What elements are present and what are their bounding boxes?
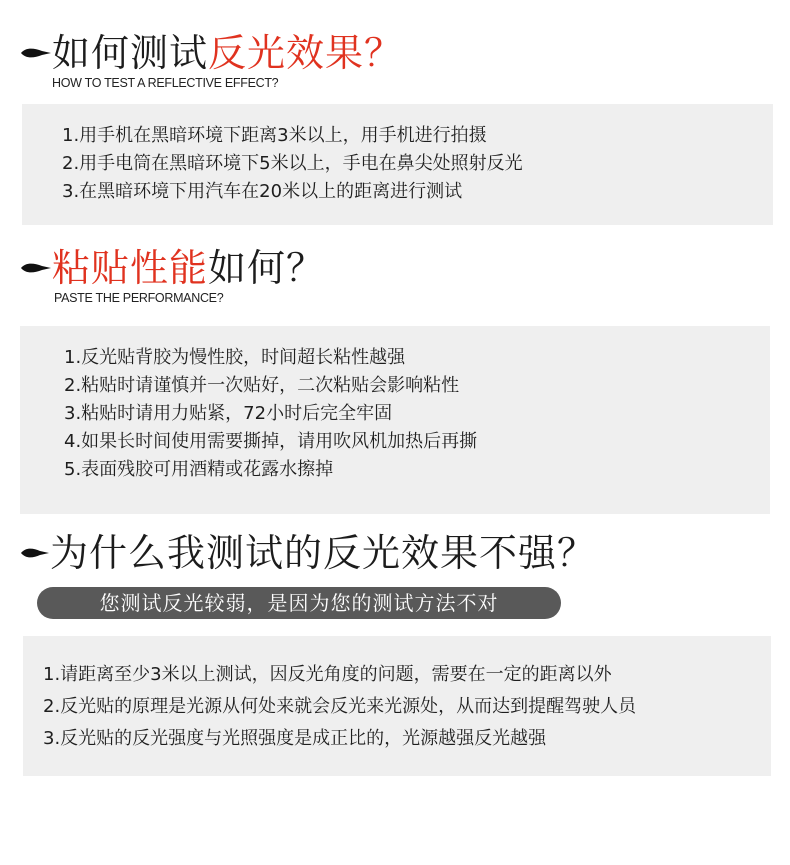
list-item: 1.请距离至少3米以上测试，因反光角度的问题，需要在一定的距离以外 <box>43 664 612 685</box>
list-item: 5.表面残胶可用酒精或花露水擦掉 <box>64 459 334 480</box>
brush-stroke-icon <box>20 260 52 276</box>
list-item: 2.反光贴的原理是光源从何处来就会反光来光源处，从而达到提醒驾驶人员 <box>43 696 637 717</box>
brush-stroke-icon <box>20 545 50 561</box>
section2-title: 粘贴性能如何？ <box>52 246 326 290</box>
section1-panel <box>22 104 773 225</box>
list-item: 2.用手电筒在黑暗环境下5米以上，手电在鼻尖处照射反光 <box>62 153 523 174</box>
section1-title: 如何测试反光效果？ <box>52 31 404 75</box>
section1-heading <box>20 31 403 75</box>
list-item: 2.粘贴时请谨慎并一次贴好，二次粘贴会影响粘性 <box>64 375 460 396</box>
list-item: 3.粘贴时请用力贴紧，72小时后完全牢固 <box>64 403 393 424</box>
section2-subtitle: PASTE THE PERFORMANCE? <box>54 291 224 305</box>
list-item: 3.在黑暗环境下用汽车在20米以上的距离进行测试 <box>62 181 463 202</box>
list-item: 4.如果长时间使用需要撕掉，请用吹风机加热后再撕 <box>64 431 478 452</box>
section3-heading <box>20 531 596 575</box>
brush-stroke-icon <box>20 45 52 61</box>
section3-pill-banner: 您测试反光较弱，是因为您的测试方法不对 <box>37 587 561 619</box>
section2-panel <box>20 326 770 514</box>
section3-title: 为什么我测试的反光效果不强？ <box>50 531 597 575</box>
section3-panel <box>23 636 771 776</box>
list-item: 1.反光贴背胶为慢性胶，时间超长粘性越强 <box>64 347 406 368</box>
list-item: 3.反光贴的反光强度与光照强度是成正比的，光源越强反光越强 <box>43 728 547 749</box>
section1-subtitle: HOW TO TEST A REFLECTIVE EFFECT? <box>52 76 279 90</box>
list-item: 1.用手机在黑暗环境下距离3米以上，用手机进行拍摄 <box>62 125 487 146</box>
section2-heading <box>20 246 325 290</box>
